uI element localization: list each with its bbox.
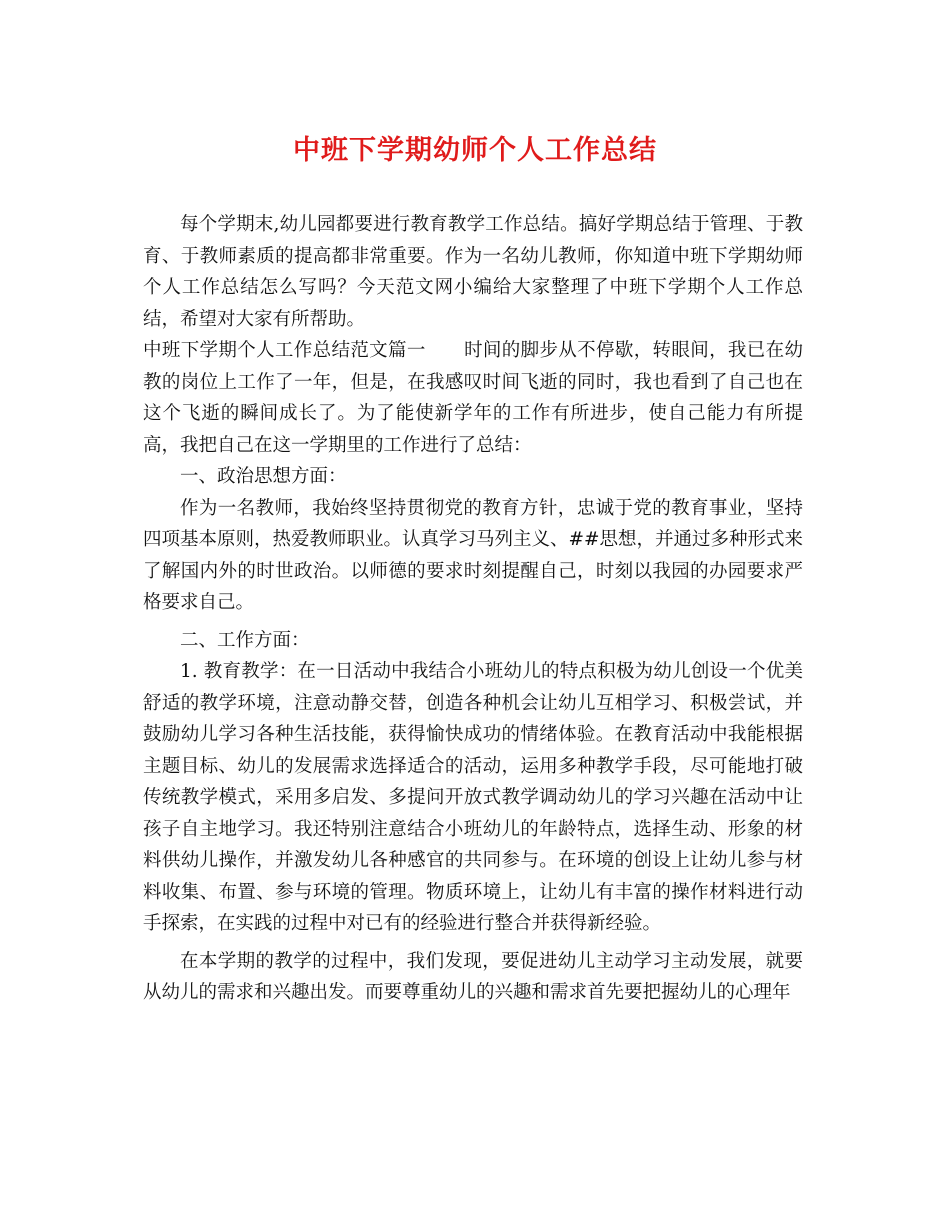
opening-text: 时间的脚步从不停歇，转眼间，我已在幼教的岗位上工作了一年，但是，在我感叹时间飞逝的同时，我也看到了自己也在这个飞逝的瞬间成长了。为了能使新学年的工作有所进步，使自己能力有所提高，我把自己在这一学期里的工作进行了总结： xyxy=(143,340,803,456)
section2-item1: 1. 教育教学：在一日活动中我结合小班幼儿的特点积极为幼儿创设一个优美舒适的教学环境，注意动静交替，创造各种机会让幼儿互相学习、积极尝试，并鼓励幼儿学习各种生活技能，获得愉快成功的情绪体验。在教育活动中我能根据主题目标、幼儿的发展需求选择适合的活动，运用多种教学手段，尽可能地打破传统教学模式，采用多启发、多提问开放式教学调动幼儿的学习兴趣在活动中让孩子自主地学习。我还特别注意结合小班幼儿的年龄特点，选择生动、形象的材料供幼儿操作，并激发幼儿各种感官的共同参与。在环境的创设上让幼儿参与材料收集、布置、参与环境的管理。物质环境上，让幼儿有丰富的操作材料进行动手探索，在实践的过程中对已有的经验进行整合并获得新经验。 xyxy=(143,661,803,934)
section1-body: 作为一名教师，我始终坚持贯彻党的教育方针，忠诚于党的教育事业，坚持四项基本原则，热爱教师职业。认真学习马列主义、##思想，并通过多种形式来了解国内外的时世政治。以师德的要求时刻提醒自己，时刻以我园的办园要求严格要求自己。 xyxy=(143,497,804,613)
closing-paragraph: 在本学期的教学的过程中，我们发现，要促进幼儿主动学习主动发展，就要从幼儿的需求和兴趣出发。而要尊重幼儿的兴趣和需求首先要把握幼儿的心理年 xyxy=(143,950,803,1003)
sample-paragraph xyxy=(143,335,803,461)
intro-paragraph: 每个学期末,幼儿园都要进行教育教学工作总结。搞好学期总结于管理、于教育、于教师素质的提高都非常重要。作为一名幼儿教师，你知道中班下学期幼师个人工作总结怎么写吗？今天范文网小编给大家整理了中班下学期个人工作总结，希望对大家有所帮助。 xyxy=(143,214,803,330)
document-body xyxy=(143,209,803,1009)
document-title: 中班下学期幼师个人工作总结 xyxy=(293,135,657,166)
section2-heading: 二、工作方面： xyxy=(180,629,310,651)
sample-heading: 中班下学期个人工作总结范文篇一 xyxy=(143,340,426,361)
section1-heading: 一、政治思想方面： xyxy=(180,466,347,487)
